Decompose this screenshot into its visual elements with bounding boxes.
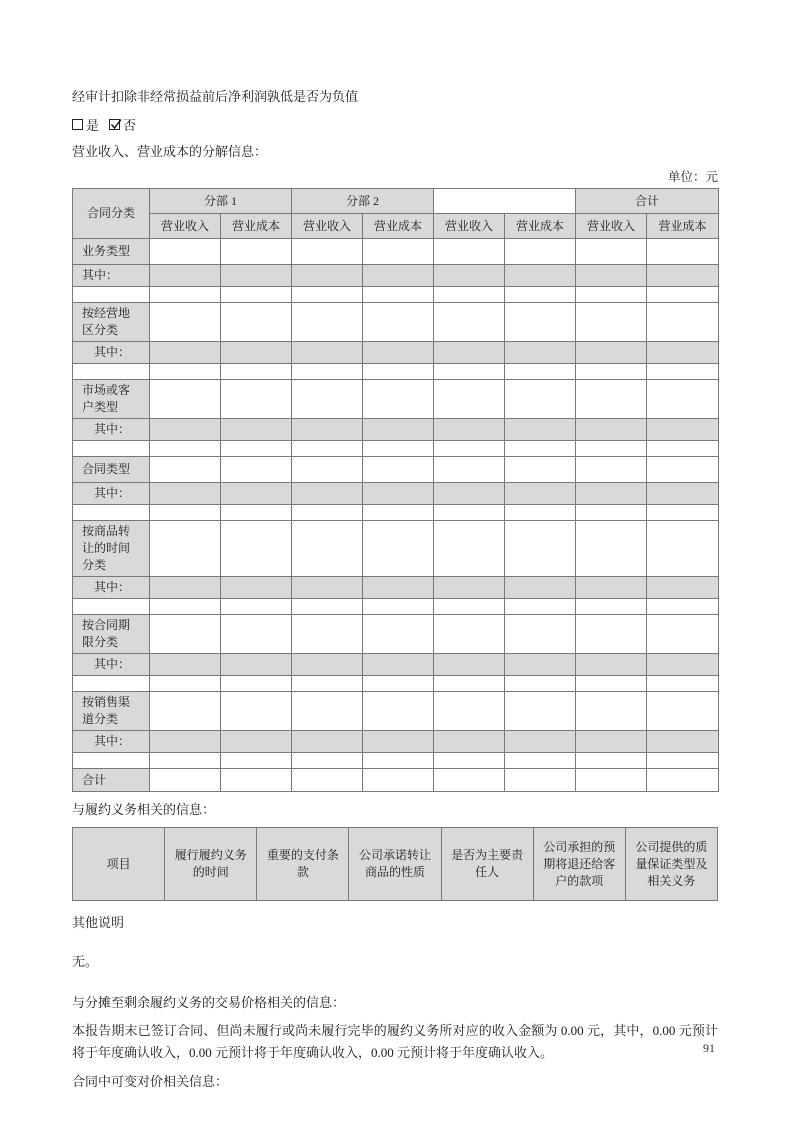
data-cell — [434, 239, 505, 265]
column-group-row — [73, 189, 719, 214]
data-cell — [292, 342, 363, 364]
row-label-cell: 其中： — [73, 731, 150, 753]
data-cell — [647, 599, 719, 615]
data-cell — [505, 287, 576, 303]
empty-row — [73, 753, 719, 769]
data-cell — [363, 303, 434, 342]
row-label-cell: 按销售渠道分类 — [73, 692, 150, 731]
data-cell — [221, 239, 292, 265]
data-cell — [292, 239, 363, 265]
row-label-cell — [73, 364, 150, 380]
data-cell — [576, 676, 647, 692]
data-cell — [150, 769, 221, 792]
data-cell — [292, 731, 363, 753]
data-cell — [647, 441, 719, 457]
data-cell — [647, 654, 719, 676]
checkbox-checked-icon — [109, 119, 120, 130]
data-cell — [363, 419, 434, 441]
data-cell — [505, 692, 576, 731]
obligation-info-table — [72, 827, 718, 901]
data-cell — [363, 769, 434, 792]
data-cell — [292, 419, 363, 441]
data-cell — [434, 731, 505, 753]
column-subheader: 营业成本 — [647, 214, 719, 239]
data-cell — [221, 342, 292, 364]
data-cell — [434, 769, 505, 792]
data-cell — [576, 457, 647, 483]
data-cell — [505, 769, 576, 792]
data-cell — [576, 521, 647, 577]
data-cell — [292, 303, 363, 342]
data-cell — [647, 769, 719, 792]
table-row — [73, 615, 719, 654]
revenue-breakdown-table — [72, 188, 719, 792]
data-cell — [363, 692, 434, 731]
empty-row — [73, 364, 719, 380]
row-label-cell: 业务类型 — [73, 239, 150, 265]
data-cell — [363, 599, 434, 615]
column-group-header: 合计 — [576, 189, 719, 214]
data-cell — [292, 676, 363, 692]
checkbox-unchecked-icon — [72, 119, 83, 130]
row-label-cell: 合计 — [73, 769, 150, 792]
data-cell — [647, 521, 719, 577]
data-cell — [221, 457, 292, 483]
table-row — [73, 692, 719, 731]
table-row — [73, 654, 719, 676]
data-cell — [434, 753, 505, 769]
row-label-cell: 其中： — [73, 265, 150, 287]
data-cell — [434, 364, 505, 380]
data-cell — [647, 419, 719, 441]
row-label-cell — [73, 676, 150, 692]
row-label-cell: 其中： — [73, 342, 150, 364]
row-label-cell: 按商品转让的时间分类 — [73, 521, 150, 577]
data-cell — [576, 753, 647, 769]
data-cell — [576, 441, 647, 457]
data-cell — [434, 577, 505, 599]
data-cell — [292, 577, 363, 599]
table-row — [73, 731, 719, 753]
data-cell — [576, 342, 647, 364]
other-notes-content: 无。 — [72, 954, 99, 969]
empty-row — [73, 676, 719, 692]
data-cell — [647, 303, 719, 342]
option-yes-label: 是 — [86, 118, 100, 133]
audit-question-text: 经审计扣除非经常损益前后净利润孰低是否为负值 — [72, 89, 359, 104]
data-cell — [363, 483, 434, 505]
table-row — [73, 342, 719, 364]
obligation-header-cell: 重要的支付条款 — [257, 828, 349, 901]
table-row — [73, 521, 719, 577]
data-cell — [292, 599, 363, 615]
data-cell — [292, 380, 363, 419]
data-cell — [363, 287, 434, 303]
data-cell — [150, 483, 221, 505]
unit-label: 单位：元 — [667, 170, 718, 184]
row-label-cell — [73, 753, 150, 769]
data-cell — [363, 731, 434, 753]
data-cell — [576, 265, 647, 287]
row-label-cell — [73, 505, 150, 521]
data-cell — [647, 577, 719, 599]
data-cell — [576, 419, 647, 441]
data-cell — [150, 599, 221, 615]
data-cell — [505, 419, 576, 441]
table-row — [73, 577, 719, 599]
data-cell — [505, 342, 576, 364]
data-cell — [434, 654, 505, 676]
row-label-cell: 其中： — [73, 577, 150, 599]
data-cell — [292, 457, 363, 483]
data-cell — [505, 364, 576, 380]
data-cell — [576, 769, 647, 792]
data-cell — [576, 287, 647, 303]
data-cell — [292, 441, 363, 457]
data-cell — [221, 521, 292, 577]
obligation-table-header — [73, 828, 718, 901]
data-cell — [363, 521, 434, 577]
empty-row — [73, 599, 719, 615]
data-cell — [221, 287, 292, 303]
data-cell — [434, 505, 505, 521]
data-cell — [221, 303, 292, 342]
data-cell — [505, 483, 576, 505]
data-cell — [576, 239, 647, 265]
data-cell — [221, 505, 292, 521]
data-cell — [292, 521, 363, 577]
data-cell — [363, 654, 434, 676]
data-cell — [363, 265, 434, 287]
remaining-obligation-title: 与分摊至剩余履约义务的交易价格相关的信息： — [72, 995, 346, 1010]
column-subheader-row — [73, 214, 719, 239]
data-cell — [576, 615, 647, 654]
data-cell — [363, 505, 434, 521]
data-cell — [150, 239, 221, 265]
data-cell — [292, 692, 363, 731]
column-subheader: 营业收入 — [434, 214, 505, 239]
row-label-cell: 按经营地区分类 — [73, 303, 150, 342]
obligation-header-cell: 项目 — [73, 828, 165, 901]
data-cell — [647, 692, 719, 731]
data-cell — [363, 577, 434, 599]
column-subheader: 营业成本 — [363, 214, 434, 239]
data-cell — [221, 483, 292, 505]
row-label-cell: 市场或客户类型 — [73, 380, 150, 419]
corner-header-cell: 合同分类 — [73, 189, 150, 239]
page-number: 91 — [703, 1041, 715, 1055]
data-cell — [150, 521, 221, 577]
data-cell — [576, 731, 647, 753]
row-label-cell — [73, 599, 150, 615]
data-cell — [647, 239, 719, 265]
data-cell — [221, 731, 292, 753]
data-cell — [150, 505, 221, 521]
data-cell — [647, 342, 719, 364]
checkbox-row — [72, 115, 718, 134]
data-cell — [150, 342, 221, 364]
table-row — [73, 483, 719, 505]
row-label-cell — [73, 441, 150, 457]
obligation-header-row — [73, 828, 718, 901]
data-cell — [505, 753, 576, 769]
option-no-label: 否 — [123, 118, 137, 133]
data-cell — [647, 364, 719, 380]
column-subheader: 营业收入 — [150, 214, 221, 239]
data-cell — [434, 342, 505, 364]
data-cell — [292, 654, 363, 676]
data-cell — [576, 380, 647, 419]
row-label-cell: 其中： — [73, 483, 150, 505]
data-cell — [150, 303, 221, 342]
data-cell — [576, 364, 647, 380]
data-cell — [505, 505, 576, 521]
column-subheader: 营业收入 — [576, 214, 647, 239]
data-cell — [576, 505, 647, 521]
data-cell — [221, 599, 292, 615]
data-cell — [363, 676, 434, 692]
data-cell — [505, 457, 576, 483]
data-cell — [647, 505, 719, 521]
data-cell — [292, 505, 363, 521]
table-row — [73, 457, 719, 483]
table-row — [73, 380, 719, 419]
data-cell — [505, 577, 576, 599]
data-cell — [576, 577, 647, 599]
data-cell — [505, 380, 576, 419]
data-cell — [576, 692, 647, 731]
table-row — [73, 265, 719, 287]
data-cell — [647, 265, 719, 287]
empty-row — [73, 441, 719, 457]
remaining-obligation-paragraph: 本报告期末已签订合同、但尚未履行或尚未履行完毕的履约义务所对应的收入金额为 0.00 元，其中，0.00 元预计将于年度确认收入，0.00 元预计将于年度确认收入，0.00 元预计将于年度确认收入。 — [72, 1023, 718, 1060]
data-cell — [576, 483, 647, 505]
data-cell — [363, 753, 434, 769]
empty-row — [73, 505, 719, 521]
data-cell — [150, 676, 221, 692]
data-cell — [647, 380, 719, 419]
row-label-cell: 按合同期限分类 — [73, 615, 150, 654]
table-row — [73, 303, 719, 342]
data-cell — [150, 380, 221, 419]
data-cell — [505, 521, 576, 577]
data-cell — [505, 731, 576, 753]
data-cell — [363, 457, 434, 483]
data-cell — [221, 753, 292, 769]
data-cell — [292, 483, 363, 505]
row-label-cell: 合同类型 — [73, 457, 150, 483]
obligation-header-cell: 履行履约义务的时间 — [165, 828, 257, 901]
data-cell — [150, 287, 221, 303]
data-cell — [434, 380, 505, 419]
data-cell — [221, 577, 292, 599]
table-row — [73, 239, 719, 265]
data-cell — [576, 599, 647, 615]
table-row — [73, 769, 719, 792]
data-cell — [221, 615, 292, 654]
data-cell — [505, 615, 576, 654]
data-cell — [434, 692, 505, 731]
data-cell — [647, 753, 719, 769]
data-cell — [292, 753, 363, 769]
data-cell — [292, 265, 363, 287]
data-cell — [434, 419, 505, 441]
data-cell — [434, 441, 505, 457]
data-cell — [150, 577, 221, 599]
data-cell — [150, 654, 221, 676]
data-cell — [434, 265, 505, 287]
data-cell — [150, 457, 221, 483]
page-content — [72, 88, 718, 1091]
data-cell — [150, 731, 221, 753]
data-cell — [363, 239, 434, 265]
obligation-header-cell: 公司提供的质量保证类型及相关义务 — [625, 828, 717, 901]
data-cell — [505, 441, 576, 457]
data-cell — [434, 599, 505, 615]
data-cell — [363, 441, 434, 457]
data-cell — [363, 380, 434, 419]
data-cell — [647, 457, 719, 483]
data-cell — [647, 615, 719, 654]
breakdown-table-header — [73, 189, 719, 239]
column-group-header — [434, 189, 576, 214]
breakdown-section-title: 营业收入、营业成本的分解信息： — [72, 144, 268, 159]
empty-row — [73, 287, 719, 303]
row-label-cell: 其中： — [73, 654, 150, 676]
other-notes-title: 其他说明 — [72, 915, 125, 930]
data-cell — [221, 441, 292, 457]
variable-price-title: 合同中可变对价相关信息： — [72, 1074, 229, 1089]
data-cell — [363, 364, 434, 380]
data-cell — [434, 303, 505, 342]
obligation-header-cell: 公司承担的预期将退还给客户的款项 — [533, 828, 625, 901]
obligation-section-title: 与履约义务相关的信息： — [72, 802, 216, 817]
data-cell — [363, 342, 434, 364]
data-cell — [150, 265, 221, 287]
data-cell — [221, 769, 292, 792]
data-cell — [434, 521, 505, 577]
column-subheader: 营业成本 — [221, 214, 292, 239]
data-cell — [221, 265, 292, 287]
data-cell — [576, 654, 647, 676]
data-cell — [647, 287, 719, 303]
data-cell — [150, 364, 221, 380]
data-cell — [505, 239, 576, 265]
data-cell — [292, 769, 363, 792]
data-cell — [505, 265, 576, 287]
data-cell — [505, 654, 576, 676]
data-cell — [505, 676, 576, 692]
data-cell — [221, 364, 292, 380]
column-group-header: 分部 2 — [292, 189, 434, 214]
data-cell — [150, 419, 221, 441]
data-cell — [505, 303, 576, 342]
data-cell — [221, 419, 292, 441]
data-cell — [221, 654, 292, 676]
obligation-header-cell: 公司承诺转让商品的性质 — [349, 828, 441, 901]
data-cell — [292, 287, 363, 303]
data-cell — [221, 676, 292, 692]
data-cell — [576, 303, 647, 342]
option-no — [109, 115, 136, 134]
data-cell — [434, 676, 505, 692]
data-cell — [292, 364, 363, 380]
table-row — [73, 419, 719, 441]
data-cell — [647, 676, 719, 692]
row-label-cell: 其中： — [73, 419, 150, 441]
column-group-header: 分部 1 — [150, 189, 292, 214]
row-label-cell — [73, 287, 150, 303]
data-cell — [150, 615, 221, 654]
data-cell — [363, 615, 434, 654]
data-cell — [150, 692, 221, 731]
column-subheader: 营业收入 — [292, 214, 363, 239]
data-cell — [221, 380, 292, 419]
data-cell — [434, 615, 505, 654]
data-cell — [505, 599, 576, 615]
option-yes — [72, 115, 99, 134]
data-cell — [647, 731, 719, 753]
data-cell — [221, 692, 292, 731]
data-cell — [150, 441, 221, 457]
data-cell — [434, 483, 505, 505]
obligation-header-cell: 是否为主要责任人 — [441, 828, 533, 901]
data-cell — [647, 483, 719, 505]
data-cell — [434, 457, 505, 483]
data-cell — [150, 753, 221, 769]
data-cell — [292, 615, 363, 654]
breakdown-table-body — [73, 239, 719, 792]
data-cell — [434, 287, 505, 303]
column-subheader: 营业成本 — [505, 214, 576, 239]
